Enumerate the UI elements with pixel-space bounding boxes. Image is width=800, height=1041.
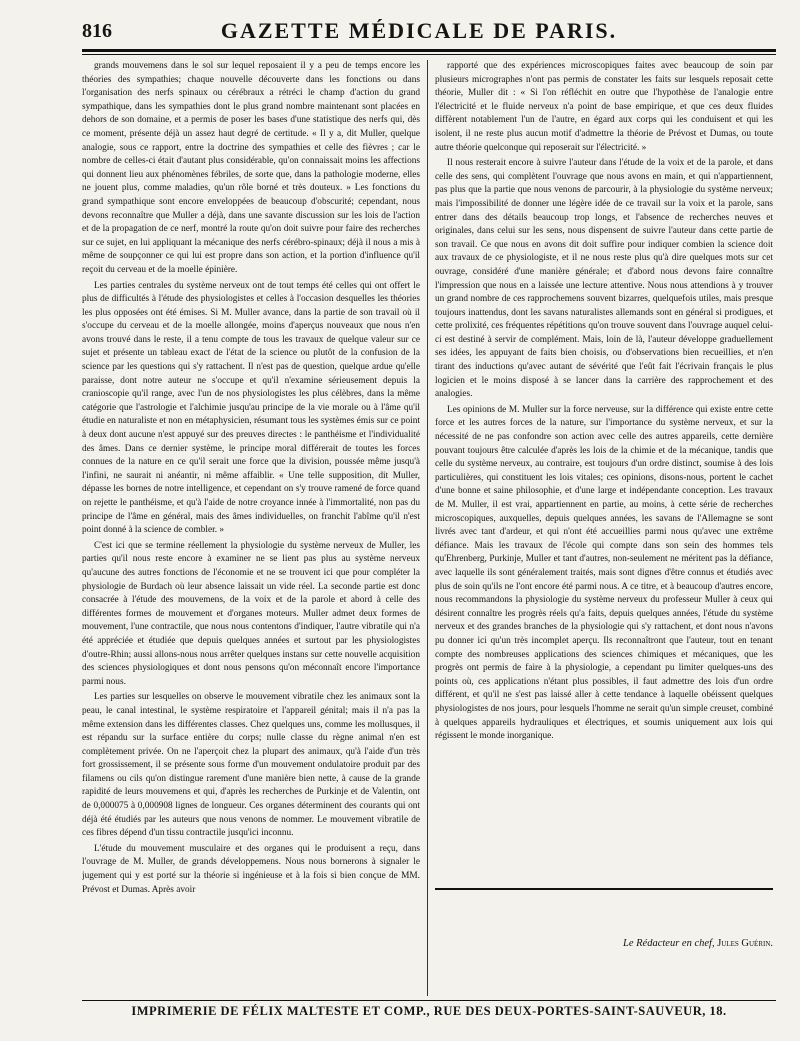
column-divider bbox=[427, 60, 428, 996]
signature-name: Jules Guérin. bbox=[717, 938, 773, 949]
running-title: GAZETTE MÉDICALE DE PARIS. bbox=[220, 18, 618, 43]
left-paragraph-3: C'est ici que se termine réellement la physiologie du système nerveux de Muller, les parties qu'il nous reste encore à examiner ne se lient pas plus au système nerveux qu'aucune des autres fonctions de l'économie et ne se trouvent ici que pour compléter la physiologie de Burdach où leur absence laissait un vide réel. La seconde partie est donc consacrée à l'étude des mouvemens, de la voix et de la parole et abord à celle des différentes formes de mouvement et d'organes moteurs. Muller admet deux formes de mouvement, l'une contractile, que nous nous contentons d'indiquer, l'autre vibratile qui n'a été appréciée et étudiée que depuis quelques années et surtout par les physiologistes d'outre-Rhin; aussi allons-nous nous arrêter quelques instans sur cette nouvelle acquisition des sciences physiologiques et dont nous pensons qu'on méconnaît encore l'importance parmi nous. bbox=[82, 540, 420, 687]
left-paragraph-1: grands mouvemens dans le sol sur lequel reposaient il y a peu de temps encore les théories des sympathies; chaque nouvelle découverte dans les fonctions ou dans l'organisation des nerfs spinaux ou cérébraux a rétréci le champ d'action du grand sympathique, dans les sympathies dont le plus grand nombre maintenant sont placées en dehors de son domaine, et a permis de poser les bases d'une statistique des nerfs qui, dès ce moment, présente déjà un assez haut degré de certitude. « Il y a, dit Muller, quelque analogie, sous ce rapport, entre la doctrine des sympathies et celle des fièvres ; car le nombre de celles-ci était d'autant plus considérable, qu'on connaissait moins les affections qui donnent lieu aux phénomènes fébriles, de sorte que, dans la pathologie moderne, elles ne jouent plus, comme maladies, qu'un rôle borné et très douteux. » Les fonctions du grand sympathique sont encore enveloppées de beaucoup d'obscurité; cependant, nous devons reconnaître que Muller a déjà, dans une savante discussion sur les lois de l'action et de la propagation de ce nerf, montré la route qu'on doit suivre pour faire des recherches sur ce sujet, en lui appliquant la mécanique des nerfs cérébro-spinaux; déjà il nous a mis à même de soupçonner ce qui lui est propre dans son action, et la portion d'influence qu'il reçoit du cerveau et de la moelle épinière. bbox=[82, 61, 420, 275]
right-paragraph-3: Les opinions de M. Muller sur la force nerveuse, sur la différence qui existe entre cette force et les autres forces de la nature, sur l'importance du système nerveux, et sur la nécessité de ne pas confondre son action avec celle des autres appareils, cette dernière pouvant toujours être calculée d'après les lois de la chimie et de la mécanique, tandis que celle du système nerveux, au contraire, est toujours d'un ordre distinct, soumise à des lois particulières, qui constituent les lois vitales; ces opinions, disons-nous, portent le cachet d'une bonne et saine philosophie, et d'une large et indépendante conception. Les travaux de M. Muller, il est vrai, appartiennent en partie, au moins, à cette série de recherches microscopiques, auxquelles, depuis quelques années, les savans de l'Allemagne se sont livrés avec tant d'ardeur, et qui n'ont été accueillies parmi nous qu'avec une extrême défiance. Mais les travaux de l'école qui compte dans son sein des hommes tels qu'Ehrenberg, Purkinje, Muller et tant d'autres, non-seulement ne méritent pas la défiance, avec laquelle ils sont généralement traités, mais sont dignes d'être connus et étudiés avec plus de soin qu'ils ne l'ont encore été parmi nous. A ce titre, et à beaucoup d'autres encore, nous recommandons la physiologie du système nerveux du professeur Muller à ceux qui désirent connaître les progrès réels qu'a faits, depuis quelques années, l'étude du système nerveux et des grandes branches de la physiologie qui s'y rattachent, et dont nous n'avons pu donner ici qu'un très incomplet aperçu. Ils reconnaîtront que l'auteur, tout en tenant compte des nombreuses applications des sciences chimiques et mécaniques, que les progrès ont permis de faire à la physiologie, a cependant pu limiter quelques-uns des points où, ces applications n'étant plus possibles, il faut admettre des lois d'un ordre différent, et qu'il ne s'est pas laissé aller à cette tendance à laquelle obéissent quelques physiologistes de nos jours, pour lesquels l'homme ne serait qu'un simple creuset, combiné à quelques appareils hydrauliques et électriques, et soumis uniquement aux lois qui régissent le monde inorganique. bbox=[435, 404, 773, 742]
signature-role: Le Rédacteur en chef, bbox=[623, 938, 715, 949]
printer-imprint: IMPRIMERIE DE FÉLIX MALTESTE ET COMP., RUE DES DEUX-PORTES-SAINT-SAUVEUR, 18. bbox=[131, 1004, 727, 1018]
imprint-rule bbox=[82, 1000, 776, 1001]
left-paragraph-4: Les parties sur lesquelles on observe le mouvement vibratile chez les animaux sont la peau, le canal intestinal, le système respiratoire et l'appareil génital; mais il n'a pas la même extension dans les différentes classes. Chez quelques uns, comme les mollusques, il est répandu sur la surface entière du corps; nulle classe du règne animal n'en est complètement privée. On ne l'aperçoit chez la plupart des animaux, qu'à l'aide d'un très fort grossissement, il se présente sous forme d'un mouvement ondulatoire produit par des filamens ou cils qu'on distingue rarement d'une manière bien nette, à cause de la grande rapidité de leurs mouvemens et qui, d'après les recherches de Purkinje et de Valentin, ont de 0,000075 à 0,000908 lignes de longueur. Ces organes déterminent des courants qui ont déjà été étudiés par les auteurs que nous venons de nommer. Le mouvement vibratile de ces fibres dépend d'un tissu contractile jusqu'ici inconnu. bbox=[82, 692, 420, 839]
article-end-rule bbox=[435, 888, 773, 890]
page-number: 816 bbox=[82, 20, 112, 42]
header-rule-thin bbox=[82, 54, 776, 55]
left-column bbox=[82, 60, 420, 996]
left-paragraph-2: Les parties centrales du système nerveux ont de tout temps été celles qui ont offert le plus de difficultés à l'étude des physiologistes et celles à l'occasion desquelles les théories les plus opposées ont été émises. Si M. Muller avance, dans la partie de son travail où il s'occupe du cerveau et de la moelle allongée, moins d'aperçus nouveaux que nous n'en avons trouvé dans le reste, il a tenu compte de tous les travaux de quelque valeur sur ce sujet et présente un tableau exact de l'état de la science ou plutôt de la confusion de la science par les questions qui s'y rattachent. Il n'est pas de question, quelque ardue qu'elle paraisse, dont notre auteur ne s'occupe et qu'il n'examine sérieusement depuis la cranioscopie qu'il range, avec l'un de nos physiologistes les plus célèbres, dans la même catégorie que l'astrologie et l'alchimie jusqu'au principe de la vie morale ou à l'âme qu'il étudie en naturaliste et non en métaphysicien, résumant tous les systèmes émis sur ce point à deux dont aucune n'est appuyé sur des preuves directes : le panthéisme et l'individualité des âmes. Dans ce dernier système, le principe moral différerait de toutes les forces connues de la nature en ce qu'il serait une force que la division, poussée même jusqu'à l'infini, ne saurait ni anéantir, ni même affaiblir. « Une telle supposition, dit Muller, dépasse les bornes de notre intelligence, et cependant on s'y trouve ramené de force quand on rejette le panthéisme, et qu'à l'aide de notre croyance innée à l'immortalité, non pas du principe de l'âme en général, mais des âmes individuelles, on franchit l'abîme qu'il n'est point donné à la science de combler. » bbox=[82, 280, 420, 536]
right-paragraph-1: rapporté que des expériences microscopiques faites avec beaucoup de soin par plusieurs micrographes n'ont pas permis de constater les faits sur lesquels reposait cette théorie, Muller dit : « Si l'on réfléchit en outre que l'hypothèse de l'analogie entre l'électricité et le fluide nerveux n'a point de base empirique, et que ces deux fluides diffèrent notablement l'un de l'autre, en égard aux corps qui les conduisent et qui les isolent, il ne reste plus aucun motif d'admettre la théorie de Prévost et Dumas, ou toute autre théorie quelconque qui reposerait sur l'électricité. » bbox=[435, 61, 773, 153]
header-rule-thick bbox=[82, 49, 776, 52]
right-column bbox=[435, 60, 773, 876]
left-paragraph-5: L'étude du mouvement musculaire et des organes qui le produisent a reçu, dans l'ouvrage de M. Muller, de grands développemens. Nous nous bornerons à signaler le jugement qui y est porté sur la théorie si ingénieuse et à la fois si bien conçue de MM. Prévost et Dumas. Après avoir bbox=[82, 843, 420, 895]
editor-signature bbox=[435, 938, 773, 949]
newspaper-page bbox=[62, 14, 776, 1034]
page-header bbox=[62, 14, 776, 50]
right-paragraph-2: Il nous resterait encore à suivre l'auteur dans l'étude de la voix et de la parole, et dans celle des sens, qui complètent l'ouvrage que nous avons en main, et qui n'appartiennent, pas plus que la partie que nous venons de parcourir, à la physiologie du système nerveux; mais l'impossibilité de donner une légère idée de ce travail sur la voix et la parole, sans entrer dans des détails beaucoup trop longs, et l'absence de recherches neuves et originales, dans celui sur les sens, nous dispensent de suivre l'auteur dans cette partie de son travail. Ce que nous en avons dit doit suffire pour indiquer combien la science doit aux travaux de ce physiologiste, et il ne nous reste plus qu'à dire quelques mots sur cet ouvrage, considéré d'une manière générale; et d'abord nous devons faire connaître l'impression que nous en a laissée une lecture attentive. Nous nous attendions à y trouver un grand nombre de ces rapprochemens souvent bizarres, quelquefois utiles, mais presque toujours inattendus, dont les savans naturalistes allemands sont en général si prodigues, et cette prolixité, ces fréquentes répétitions qu'on trouve souvent dans l'ouvrage auquel celui-ci est destiné à servir de complément. Mais, loin de là, l'auteur développe graduellement ses idées, les appuyant de faits bien choisis, ou d'observations bien recueillies, et n'en tirant des inductions qu'avec autant de sévérité que l'eût fait l'écrivain français le plus logicien et le moins disposé à se lancer dans la carrière des rapprochement et des analogies. bbox=[435, 158, 773, 400]
